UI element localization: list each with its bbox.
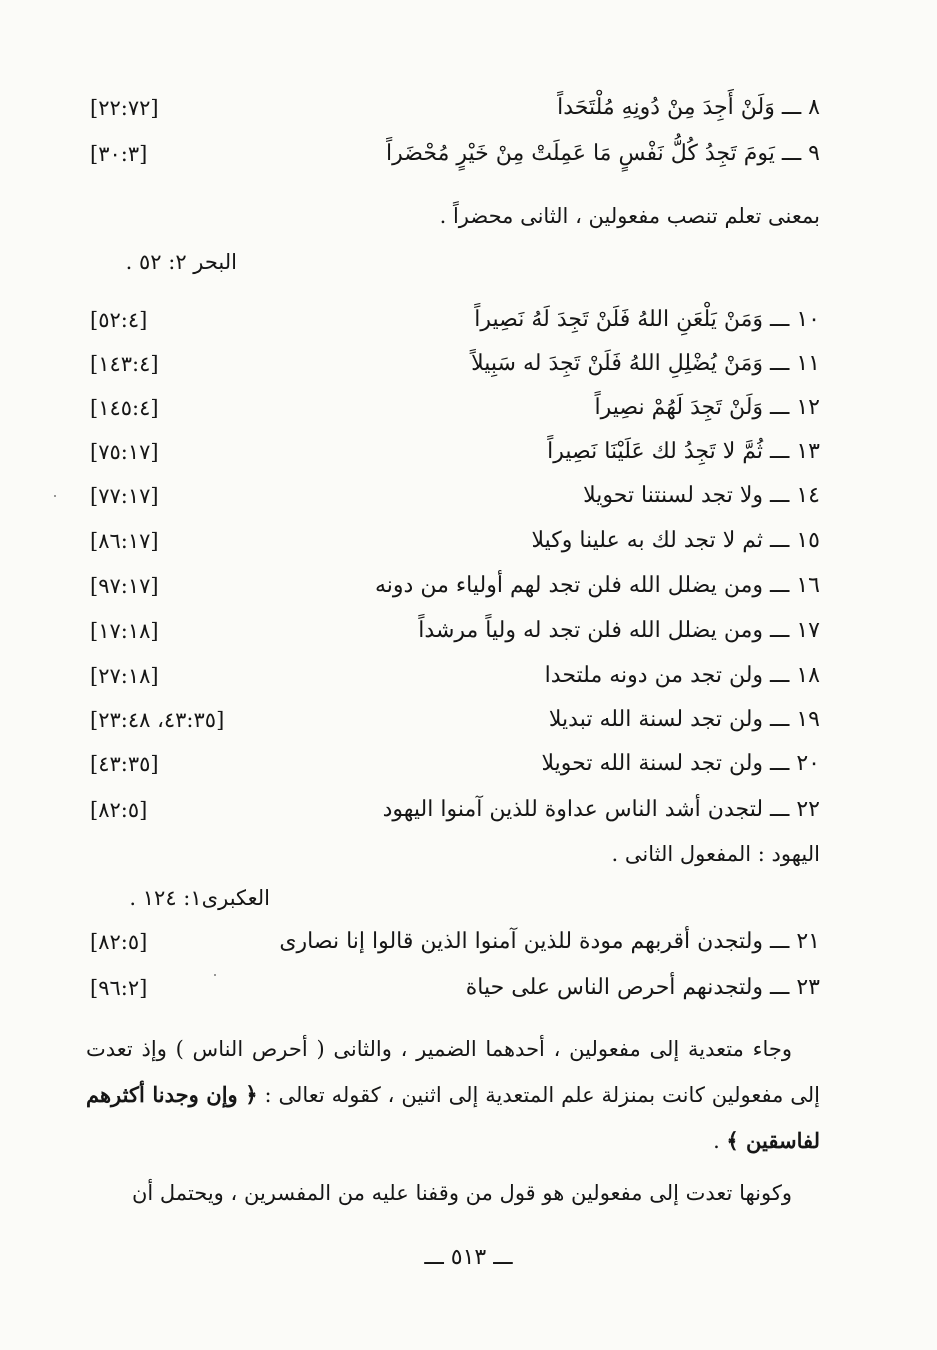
verse-text: ٢١ ـــ ولتجدن أقربهم مودة للذين آمنوا الذين قالوا إنا نصارى xyxy=(279,929,820,954)
explanatory-note: بمعنى تعلم تنصب مفعولين ، الثانى محضراً . xyxy=(439,204,820,228)
scan-speck xyxy=(54,495,56,497)
verse-reference: [٨٦:١٧] xyxy=(90,529,159,553)
verse-line xyxy=(80,744,820,784)
verse-text: ٢٣ ـــ ولتجدنهم أحرص الناس على حياة xyxy=(465,975,820,1000)
paragraph-text: وجاء متعدية إلى مفعولين ، أحدهما الضمير ، والثانى ( أحرص الناس ) وإذ تعدت إلى مفعولين كانت بمنزلة علم المتعدية إلى اثنين ، كقوله تعالى : xyxy=(86,1037,820,1107)
paragraph-text: وكونها تعدت إلى مفعولين هو قول من وقفنا عليه من المفسرين ، ويحتمل أن xyxy=(131,1181,792,1205)
verse-text: ١٠ ـــ وَمَنْ يَلْعَنِ اللهُ فَلَنْ تَجِدَ لَهُ نَصِيراً xyxy=(474,307,820,332)
paragraph-end: . xyxy=(713,1129,727,1153)
verse-line xyxy=(80,656,820,696)
verse-line xyxy=(80,566,820,606)
verse-reference: [٢٧:١٨] xyxy=(90,664,159,688)
verse-text: ١٢ ـــ وَلَنْ تَجِدَ لَهُمْ نصِيراً xyxy=(594,395,820,420)
explanatory-note: اليهود : المفعول الثانى . xyxy=(611,842,820,866)
verse-reference: [٤٣:٣٥، ٢٣:٤٨] xyxy=(90,708,225,732)
verse-line xyxy=(80,790,820,830)
verse-line xyxy=(80,521,820,561)
verse-text: ١٣ ـــ ثُمَّ لا تَجِدُ لك عَلَيْنَا نَصِيراً xyxy=(547,439,820,464)
verse-line xyxy=(80,134,820,174)
verse-text: ١٩ ـــ ولن تجد لسنة الله تبديلا xyxy=(548,707,820,732)
verse-text: ١٨ ـــ ولن تجد من دونه ملتحدا xyxy=(544,663,820,688)
page-number: ـــ ٥١٣ ـــ xyxy=(424,1245,513,1270)
source-citation: البحر ٢: ٥٢ . xyxy=(125,250,237,274)
verse-text: ١٤ ـــ ولا تجد لسنتنا تحويلا xyxy=(583,483,820,508)
verse-line xyxy=(80,88,820,128)
verse-text: ١٦ ـــ ومن يضلل الله فلن تجد لهم أولياء من دونه xyxy=(374,573,820,598)
verse-line xyxy=(80,611,820,651)
verse-text: ١١ ـــ وَمَنْ يُضْلِلِ اللهُ فَلَنْ تَجِدَ له سَبِيلاً xyxy=(471,351,820,376)
verse-reference: [٩٦:٢] xyxy=(90,976,148,1000)
verse-text: ٨ ـــ وَلَنْ أَجِدَ مِنْ دُونِهِ مُلْتَحَداً xyxy=(557,95,820,120)
verse-reference: [٥٢:٤] xyxy=(90,308,148,332)
paragraph xyxy=(86,1170,820,1216)
verse-text: ٢٠ ـــ ولن تجد لسنة الله تحويلا xyxy=(541,751,820,776)
verse-reference: [٧٥:١٧] xyxy=(90,440,159,464)
verse-line xyxy=(80,344,820,384)
verse-line xyxy=(80,700,820,740)
verse-text: ٢٢ ـــ لتجدن أشد الناس عداوة للذين آمنوا اليهود xyxy=(382,797,820,822)
verse-reference: [٧٧:١٧] xyxy=(90,484,159,508)
verse-line xyxy=(80,968,820,1008)
verse-reference: [١٤٥:٤] xyxy=(90,396,159,420)
verse-text: ٩ ـــ يَومَ تَجِدُ كُلُّ نَفْسٍ مَا عَمِلَتْ مِنْ خَيْرٍ مُحْضَراً xyxy=(386,141,820,166)
verse-reference: [٤٣:٣٥] xyxy=(90,752,159,776)
verse-reference: [٩٧:١٧] xyxy=(90,574,159,598)
verse-line xyxy=(80,432,820,472)
verse-line xyxy=(80,388,820,428)
quran-quote: ﴿ وإن وجدنا أكثرهم لفاسقين ﴾ xyxy=(86,1082,820,1153)
scan-speck xyxy=(214,974,216,976)
verse-reference: [٢٢:٧٢] xyxy=(90,96,159,120)
verse-reference: [٨٢:٥] xyxy=(90,930,148,954)
verse-text: ١٧ ـــ ومن يضلل الله فلن تجد له ولياً مرشداً xyxy=(418,618,820,643)
verse-line xyxy=(80,300,820,340)
verse-text: ١٥ ـــ ثم لا تجد لك به علينا وكيلا xyxy=(531,528,820,553)
verse-reference: [٣٠:٣] xyxy=(90,142,148,166)
verse-reference: [٨٢:٥] xyxy=(90,798,148,822)
verse-line xyxy=(80,476,820,516)
source-citation: العكبرى١: ١٢٤ . xyxy=(129,886,270,910)
verse-line xyxy=(80,922,820,962)
verse-reference: [١٤٣:٤] xyxy=(90,352,159,376)
paragraph xyxy=(86,1026,820,1164)
verse-reference: [١٧:١٨] xyxy=(90,619,159,643)
